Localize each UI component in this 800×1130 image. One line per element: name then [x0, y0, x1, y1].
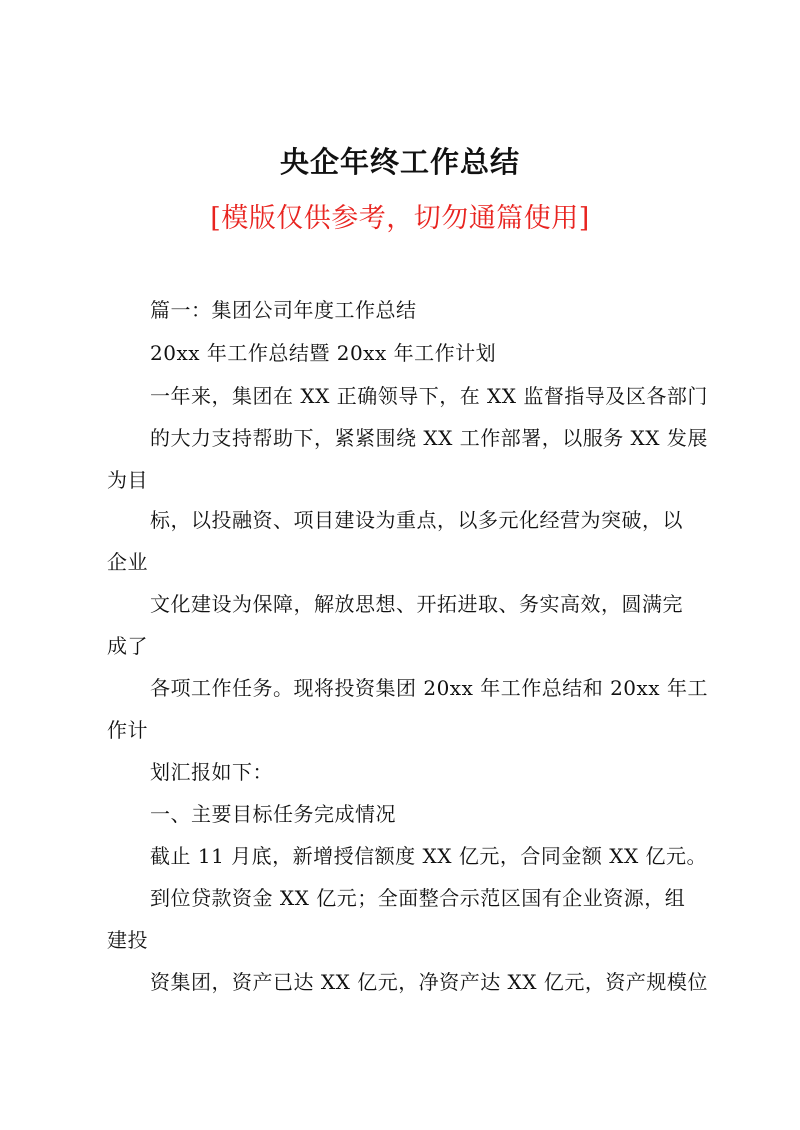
paragraph-line: 文化建设为保障，解放思想、开拓进取、务实高效，圆满完	[150, 592, 683, 616]
paragraph-line: 各项工作任务。现将投资集团 20xx 年工作总结和 20xx 年工	[150, 676, 708, 700]
document-subtitle: [模版仅供参考，切勿通篇使用]	[210, 203, 590, 234]
paragraph-line: 的大力支持帮助下，紧紧围绕 XX 工作部署，以服务 XX 发展	[150, 426, 708, 450]
paragraph-line: 资集团，资产已达 XX 亿元，净资产达 XX 亿元，资产规模位	[150, 970, 708, 994]
paragraph-line: 标，以投融资、项目建设为重点，以多元化经营为突破，以	[150, 508, 683, 532]
paragraph-line: 划汇报如下：	[150, 760, 273, 784]
paragraph-line: 作计	[107, 718, 148, 742]
document-subheading: 20xx 年工作总结暨 20xx 年工作计划	[150, 341, 497, 365]
paragraph-line: 截止 11 月底，新增授信额度 XX 亿元，合同金额 XX 亿元。	[150, 844, 708, 868]
paragraph-line: 为目	[107, 468, 148, 492]
section-heading: 一、主要目标任务完成情况	[150, 802, 396, 826]
paragraph-line: 到位贷款资金 XX 亿元；全面整合示范区国有企业资源，组	[150, 886, 686, 910]
paragraph-line: 建投	[107, 928, 148, 952]
section-heading: 篇一：集团公司年度工作总结	[150, 298, 417, 322]
document-title: 央企年终工作总结	[279, 145, 520, 179]
paragraph-line: 成了	[107, 634, 148, 658]
paragraph-line: 一年来，集团在 XX 正确领导下，在 XX 监督指导及区各部门	[150, 384, 708, 408]
paragraph-line: 企业	[107, 550, 148, 574]
